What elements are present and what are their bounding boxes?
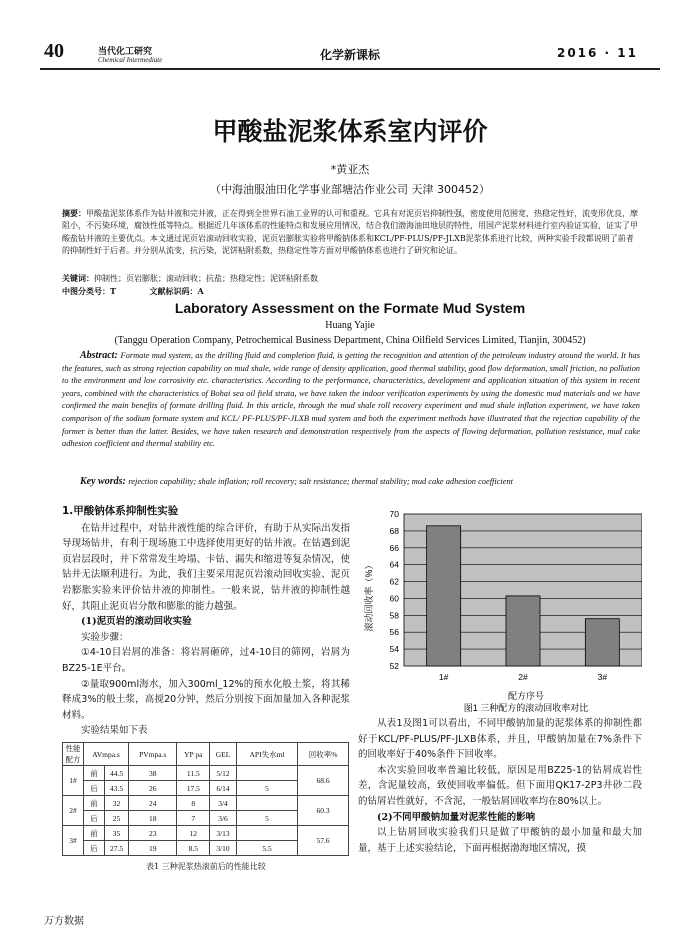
av-cell: 27.5 [105,841,129,856]
step-1: ①4-10目岩屑的准备：将岩屑砸碎，过4-10目的筛网，岩屑为BZ25-1E平台。 [62,647,350,674]
yp-cell: 7 [177,811,210,826]
step-intro: 实验步骤： [81,631,129,643]
paper-title-cn: 甲酸盐泥浆体系室内评价 [212,117,488,146]
pv-cell: 18 [129,811,177,826]
stage-cell: 前 [84,826,105,841]
y-tick-label: 56 [389,627,399,638]
section-heading: 1.甲酸钠体系抑制性实验 [62,505,179,517]
right-column [358,716,642,856]
classification-line [62,286,640,297]
y-tick-label: 70 [389,509,399,519]
class-no: T [110,286,116,296]
table-row [63,766,349,781]
table-caption: 表1 三种泥浆热滚前后的性能比较 [146,862,266,871]
table-header: AVmpa.s [84,743,129,766]
subsection-heading: (1)泥页岩的滚动回收实验 [81,616,192,628]
keywords-en-label: Key words [80,476,123,487]
yp-cell: 8 [177,796,210,811]
chart-title: 图1 三种配方的滚动回收率对比 [463,703,589,713]
recovery-cell: 68.6 [298,766,349,796]
stage-cell: 前 [84,796,105,811]
abstract-en: Abstract: Formate mud system, as the drilling fluid and completion fluid, is getting the recognition and attention of the petroleum industry around the world. It has the features, such as strong rejection capability on mud shale, wide range of density application, good thermal stability, good flow deformation, small friction, no pollution to the environment and low corrosivity etc. characteristics. According to the performance, characteristics, development and application situation of this system in recent years, combined with the characteristics of Bohai sea oil field strata, we have taken the indoor verification experiments by using the domestic mud materials and we have confirmed the main benefits of formate drilling fluid. In this article, through the mud shale roll recovery experiment and mud shale inflation experiment, we have taken comparison of the sodium formate system and KCL/ PF-PLUS/PF-JLXB mud system and both the experiment methods have illustrated that the rejection capability of the former is better than the latter. Besides, we have taken research and demonstration respectively from the aspects of flowing deformation, pollution resistance, mud cake adhesion coefficient and thermal stability etc. [62,350,640,449]
yp-cell: 11.5 [177,766,210,781]
yp-cell: 8.5 [177,841,210,856]
table-row [63,796,349,811]
x-tick-label: 1# [438,672,449,682]
table-1 [62,742,349,856]
abstract-cn-text: 甲酸盐泥浆体系作为钻井液和完井液，正在得到全世界石油工业界的认可和重视。它具有对泥页岩抑制性强，密度使用范围宽，热稳定性好，流变形优良，摩阻小，不污染环境，腐蚀性低等特点。根据近几年该体系的性能特点和发展应用情况，结合我们渤海油田地层的特性，用国产泥浆材料进行室内验证实验，证实了甲酸盐钻井液的主要优点。本文通过泥页岩滚动回收实验，泥页岩膨胀实验将甲酸钠体系和KCL/PF-PLUS/PF-JLXB泥浆体系进行比较，两种实验手段都说明了前者的抑制性好于后者。并分别从流变，抗污染，泥饼粘附系数，热稳定性等方面对甲酸钠体系也进行了研究和论证。 [62,209,638,255]
recovery-cell: 57.6 [298,826,349,856]
y-tick-label: 68 [389,525,399,536]
abstract-cn-label: 摘要： [62,208,86,218]
step-2: ②量取900ml海水，加入300ml_12%的预水化般土浆，将其稀释成3%的般土浆，高搅20分钟，然后分别按下面加量加入各种泥浆材料。 [62,678,350,721]
column-title: 化学新课标 [319,48,380,62]
gel-cell: 5/12 [210,766,237,781]
y-tick-label: 66 [389,542,399,553]
stage-cell: 后 [84,841,105,856]
x-axis-label: 配方序号 [507,691,545,701]
bar-3# [585,619,619,666]
issue-label: 2016 · 11 [556,46,638,60]
stage-cell: 后 [84,781,105,796]
api-cell: 5 [236,781,297,796]
doc-code-label: 文献标识码： [149,286,198,296]
table-header: 性能配方 [63,743,84,766]
table-header: 回收率% [298,743,349,766]
api-cell [236,796,297,811]
journal-name-en: Chemical Intermediate [98,56,163,64]
bar-1# [427,526,461,666]
header-rule [40,68,660,70]
yp-cell: 12 [177,826,210,841]
gel-cell: 3/4 [210,796,237,811]
result-intro: 实验结果如下表 [81,725,148,737]
abstract-cn [62,207,640,257]
paper-title-en: Laboratory Assessment on the Formate Mud System [174,300,526,316]
gel-cell: 6/14 [210,781,237,796]
table-header: PVmpa.s [129,743,177,766]
formula-cell: 1# [63,766,84,796]
table-row [63,826,349,841]
body-paragraph: 在钻井过程中，对钻井液性能的综合评价，有助于从实际出发指导现场钻井，有利于现场施工中选择使用更好的钻井液。在钻遇到泥页岩层段时，井下常常发生垮塌、卡钻、漏失和缩进等复杂情况，使钻井无法顺利进行。为此，我们主要采用泥页岩滚动回收实验、泥页岩膨胀实验来评价钻井液的抑制性。一般来说，钻井液的抑制性越好，其阻止泥页岩分散和膨胀的能力越强。 [62,522,350,612]
recovery-bar-chart [358,506,642,714]
gel-cell: 3/10 [210,841,237,856]
av-cell: 44.5 [105,766,129,781]
doc-code: A [197,286,204,296]
api-cell [236,766,297,781]
body-paragraph: 以上钻屑回收实验我们只是做了甲酸钠的最小加量和最大加量，基于上述实验结论，下面再根据渤海地区情况，摸 [358,827,642,854]
author-cn: *黄亚杰 [330,163,370,176]
bar-2# [506,596,540,666]
y-tick-label: 54 [389,644,399,655]
keywords-cn-label: 关键词： [62,273,94,283]
table-header-row [63,743,349,766]
av-cell: 35 [105,826,129,841]
x-tick-label: 2# [518,672,528,682]
author-en: Huang Yajie [325,320,375,331]
pv-cell: 23 [129,826,177,841]
api-cell [236,826,297,841]
footer-watermark: 万方数据 [44,916,84,927]
abstract-en-text: Formate mud system, as the drilling fluid and completion fluid, is getting the recognition and attention of the petroleum industry around the world. It has the features, such as strong rejection capability on mud shale, wide range of density application, good thermal stability, good flow deformation, small friction, no pollution to the environment and low corrosivity etc. characteristics. According to the performance, characteristics, development and application situation of this system in recent years, combined with the characteristics of Bohai sea oil field strata, we have taken the indoor verification experiments by using the domestic mud materials and we have confirmed the main benefits of formate drilling fluid. In this article, through the mud shale roll recovery experiment and mud shale inflation experiment, we have taken comparison of the sodium formate system and KCL/ PF-PLUS/PF-JLXB mud system and both the experiment methods have illustrated that the rejection capability of the former is better than the latter. Besides, we have taken research and demonstration respectively from the aspects of flowing deformation, pollution resistance, mud cake adhesion coefficient and thermal stability etc. [62,351,640,449]
api-cell: 5 [236,811,297,826]
y-tick-label: 58 [389,610,399,621]
gel-cell: 3/6 [210,811,237,826]
y-tick-label: 52 [389,661,399,671]
body-paragraph: 本次实验回收率普遍比较低，原因是用BZ25-1的钻屑成岩性差，含泥量较高，致使回收率偏低。但下面用QK17-2P3井砂二段的钻屑岩性就好，不含泥，一般钻屑回收率均在80%以上。 [358,764,642,807]
av-cell: 32 [105,796,129,811]
api-cell: 5.5 [236,841,297,856]
affiliation-cn: （中海油服油田化学事业部塘沽作业公司 天津 300452） [210,183,490,196]
y-axis-label: 滚动回收率（%） [364,560,374,632]
stage-cell: 后 [84,811,105,826]
page-number: 40 [44,40,64,62]
x-tick-label: 3# [597,672,608,682]
y-tick-label: 62 [389,576,399,587]
table-header: API失水ml [236,743,297,766]
subsection-heading: (2)不同甲酸钠加量对泥浆性能的影响 [377,811,536,823]
pv-cell: 24 [129,796,177,811]
journal-name-cn: 当代化工研究 [98,47,153,57]
formula-cell: 3# [63,826,84,856]
pv-cell: 26 [129,781,177,796]
av-cell: 25 [105,811,129,826]
left-column [62,504,350,739]
formula-cell: 2# [63,796,84,826]
keywords-cn [62,272,640,285]
gel-cell: 3/13 [210,826,237,841]
pv-cell: 38 [129,766,177,781]
recovery-cell: 60.3 [298,796,349,826]
keywords-cn-text: 抑制性；页岩膨胀；滚动回收；抗盐；热稳定性；泥饼粘附系数 [94,274,318,283]
stage-cell: 前 [84,766,105,781]
y-tick-label: 60 [389,593,399,604]
yp-cell: 17.5 [177,781,210,796]
y-tick-label: 64 [389,559,399,570]
keywords-en-text: rejection capability; shale inflation; roll recovery; salt resistance; thermal stability; mud cake adhesion coefficient [128,477,513,486]
keywords-en: Key words: rejection capability; shale inflation; roll recovery; salt resistance; thermal stability; mud cake adhesion coefficient [80,476,513,487]
affiliation-en: (Tanggu Operation Company, Petrochemical Business Department, China Oilfield Services Limited, Tianjin, 300452) [114,335,586,346]
pv-cell: 19 [129,841,177,856]
av-cell: 43.5 [105,781,129,796]
table-header: YP pa [177,743,210,766]
table-header: GEL [210,743,237,766]
body-paragraph: 从表1及图1可以看出，不同甲酸钠加量的泥浆体系的抑制性都好于KCL/PF-PLUS/PF-JLXB体系，并且，甲酸钠加量在7%条件下的回收率好于40%条件下回收率。 [358,718,642,761]
abstract-en-label: Abstract [80,350,115,361]
class-no-label: 中图分类号： [62,286,110,296]
